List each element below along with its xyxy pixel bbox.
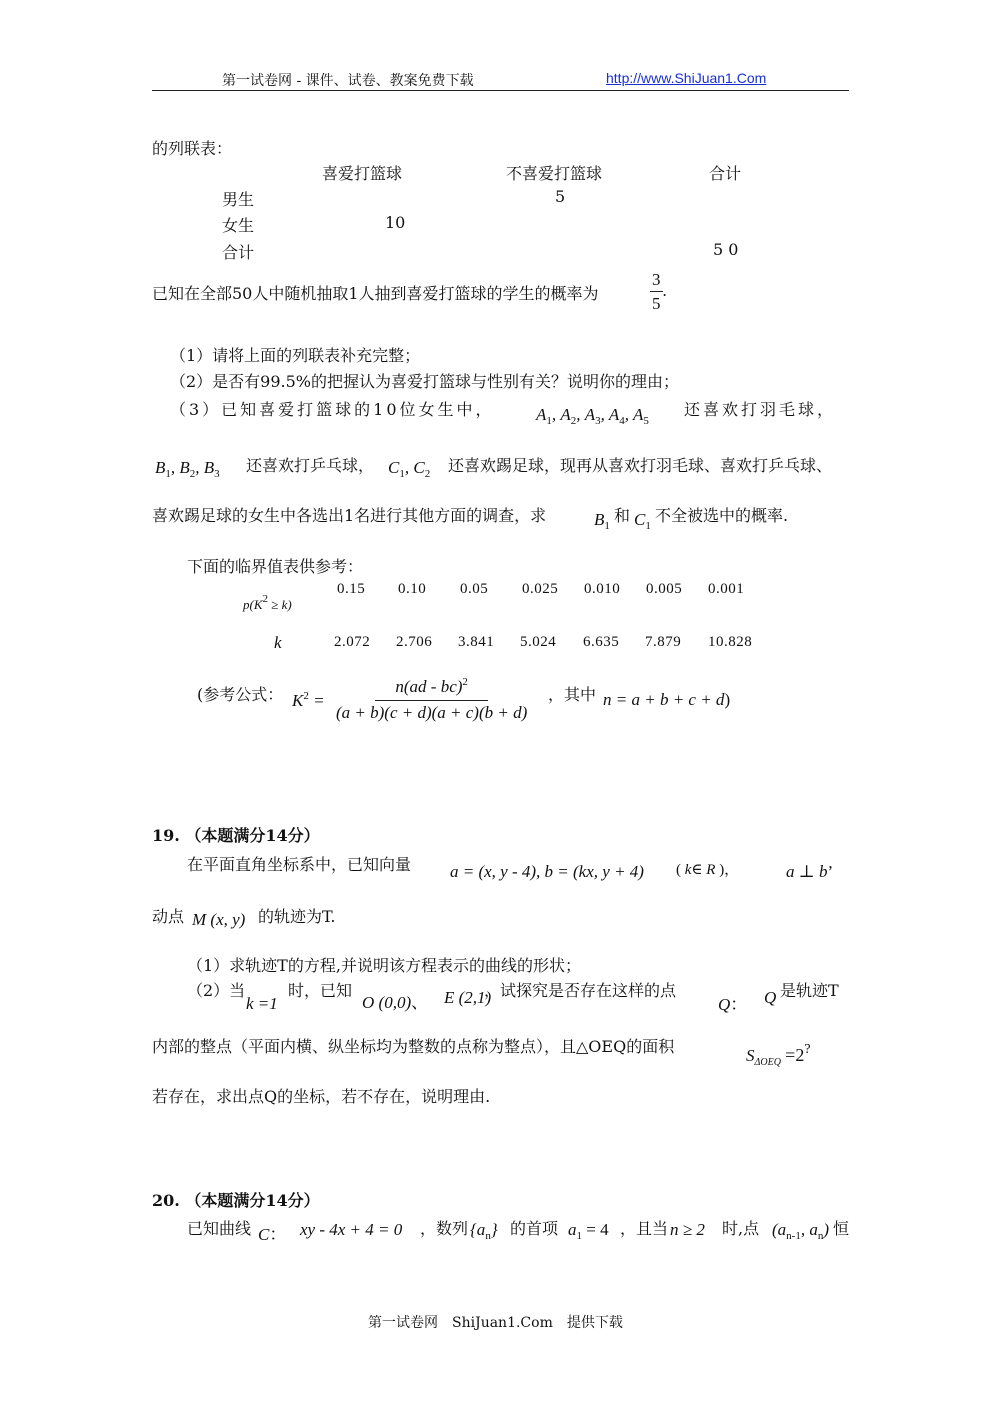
q20-text-b: ，数列	[420, 1219, 469, 1238]
cell-male-dislike: 5	[555, 187, 566, 206]
q19-area-value: =2	[785, 1045, 805, 1065]
formula-middle: ，其中	[548, 685, 597, 704]
q18-part1: （1）请将上面的列联表补充完整；	[170, 346, 421, 365]
fraction-denominator: 5	[652, 294, 661, 313]
row-total: 合计	[222, 243, 255, 262]
q19-perpendicular: a ⊥ b’	[786, 862, 834, 881]
q20-c-text: C	[258, 1225, 270, 1244]
k-value: 2.072	[334, 634, 371, 650]
q19-q-text: Q	[718, 995, 731, 1014]
header-title: 第一试卷网 - 课件、试卷、教案免费下载	[222, 73, 474, 89]
q20-equation: xy - 4x + 4 = 0	[300, 1220, 403, 1239]
q18-part3-a: （3）已知喜爱打篮球的10位女生中，	[170, 400, 495, 419]
probability-fraction: $\frac{3}{5}$ .	[652, 270, 667, 313]
q19-o-text: O (0,0)	[362, 993, 412, 1012]
q19-kr-text: k∈ R	[684, 862, 716, 878]
q18-part3-c: 还喜欢打乒乓球，	[246, 456, 375, 475]
formula-numerator: n(ad - bc)	[395, 677, 463, 696]
set-a-labels: $A_1$, $A_2$, $A_3$, $A_4$, $A_5$	[536, 405, 649, 427]
q20-curve-c: C：	[258, 1225, 287, 1244]
p-value: 0.05	[460, 581, 489, 597]
q20-title: 20. （本题满分14分）	[152, 1191, 320, 1210]
q19-part2-d: 是轨迹T	[780, 981, 839, 1000]
p-value: 0.001	[708, 581, 745, 597]
q19-line1: 在平面直角坐标系中，已知向量	[187, 855, 412, 874]
q20-text-a: 已知曲线	[187, 1219, 252, 1238]
q20-first-term: $a_1 = 4$	[568, 1220, 609, 1242]
q19-s-text: S	[746, 1046, 755, 1065]
q19-title: 19. （本题满分14分）	[152, 826, 320, 845]
c1-label: $C_1$	[634, 510, 651, 532]
q20-a1-text: a	[568, 1220, 577, 1239]
q20-point: ($a_{n-1}$, $a_n$)	[772, 1220, 830, 1242]
p-value: 0.025	[522, 581, 559, 597]
q19-line4: 若存在，求出点Q的坐标，若不存在，说明理由.	[152, 1087, 491, 1106]
p-value: 0.15	[337, 581, 366, 597]
q19-part2-a: （2）当	[187, 981, 246, 1000]
q19-s-subscript: ΔOEQ	[754, 1057, 781, 1068]
p-value: 0.005	[646, 581, 683, 597]
q19-part2-c: ，试探究是否存在这样的点	[484, 981, 677, 1000]
p-value: 0.10	[398, 581, 427, 597]
k-value: 7.879	[645, 634, 682, 650]
q20-text-f: 恒	[833, 1219, 850, 1238]
q18-part3-b: 还喜欢打羽毛球，	[684, 400, 837, 419]
q19-part1: （1）求轨迹T的方程,并说明该方程表示的曲线的形状；	[187, 956, 581, 975]
p-label: p(K	[243, 597, 263, 612]
formula-n-text: n = a + b + c + d	[603, 690, 725, 709]
cell-female-like: 10	[385, 213, 406, 232]
k-value: 2.706	[396, 634, 433, 650]
set-c-labels: $C_1$, $C_2$	[388, 458, 431, 480]
q19-point-q2: Q	[764, 988, 777, 1007]
q18-part3-e: 喜欢踢足球的女生中各选出1名进行其他方面的调查，求	[152, 506, 547, 525]
q19-k-in-r: ( k∈ R )，	[676, 862, 740, 878]
p-row-label: $p(K^2 \ge k)$	[243, 593, 292, 612]
formula-fraction: $\frac{n(ad - bc)^2}{(a + b)(c + d)(a + c)(b + d)}$	[336, 676, 528, 722]
q20-pt-text: (a	[772, 1220, 787, 1239]
probability-text: 已知在全部50人中随机抽取1人抽到喜爱打篮球的学生的概率为	[152, 284, 599, 303]
q19-point-q: Q：	[718, 995, 748, 1014]
q19-vectors: a = (x, y - 4), b = (kx, y + 4)	[450, 862, 644, 881]
p-value: 0.010	[584, 581, 621, 597]
q19-line2-a: 动点	[152, 907, 185, 926]
k-value: 10.828	[708, 634, 753, 650]
q19-k-equals: k =1	[246, 994, 278, 1013]
fraction-numerator: 3	[650, 270, 663, 292]
footer-text: 第一试卷网 ShiJuan1.Com 提供下载	[368, 1315, 623, 1331]
q19-area-symbol: $S_{\Delta OEQ} =2^?$	[746, 1042, 811, 1068]
q20-seq-text: {a	[470, 1220, 486, 1239]
q20-text-e: 时,点	[722, 1219, 760, 1238]
formula-label: (参考公式：	[197, 685, 284, 704]
col-total: 合计	[709, 164, 742, 183]
q18-part3-f: 和	[614, 506, 631, 525]
cell-grand-total: 5 0	[713, 240, 739, 259]
q19-line3: 内部的整点（平面内横、纵坐标均为整数的点称为整点），且△OEQ的面积	[152, 1037, 675, 1056]
k-row-label: k	[274, 633, 282, 652]
critical-intro: 下面的临界值表供参考：	[187, 557, 364, 576]
q19-point-o: O (0,0)、	[362, 993, 429, 1012]
formula-denominator: (a + b)(c + d)(a + c)(b + d)	[336, 703, 528, 722]
k-value: 6.635	[583, 634, 620, 650]
q19-perp-text: a ⊥ b	[786, 862, 828, 881]
k-value: 5.024	[520, 634, 557, 650]
col-like: 喜爱打篮球	[322, 164, 403, 183]
header-divider	[152, 90, 849, 91]
k-value: 3.841	[458, 634, 495, 650]
set-b-labels: $B_1$, $B_2$, $B_3$	[155, 458, 220, 480]
q18-part3-d: 还喜欢踢足球，现再从喜欢打羽毛球、喜欢打乒乓球、	[448, 456, 833, 475]
q18-part3-g: 不全被选中的概率.	[655, 506, 789, 525]
q18-part2: （2）是否有99.5%的把握认为喜爱打篮球与性别有关？说明你的理由；	[170, 372, 680, 391]
formula-k2: $K^2$ =	[292, 690, 325, 710]
q20-a1-value: = 4	[586, 1220, 609, 1239]
q20-text-c: 的首项	[510, 1219, 559, 1238]
q20-n-condition: n ≥ 2	[670, 1220, 705, 1239]
q20-sequence: $\{a_n\}$	[470, 1220, 498, 1242]
formula-n: n = a + b + c + d)	[603, 690, 731, 709]
header-url-link[interactable]: http://www.ShiJuan1.Com	[606, 70, 767, 86]
col-dislike: 不喜爱打篮球	[506, 164, 603, 183]
q19-line2-b: 的轨迹为T.	[258, 907, 336, 926]
b1-label: $B_1$	[594, 510, 610, 532]
q19-point-e: E (2,1)	[444, 988, 492, 1007]
q20-text-d: ，且当	[620, 1219, 669, 1238]
row-female: 女生	[222, 216, 255, 235]
row-male: 男生	[222, 190, 255, 209]
intro-text: 的列联表：	[152, 139, 233, 158]
q19-point-m: M (x, y)	[192, 910, 246, 929]
q19-part2-b: 时，已知	[288, 981, 353, 1000]
